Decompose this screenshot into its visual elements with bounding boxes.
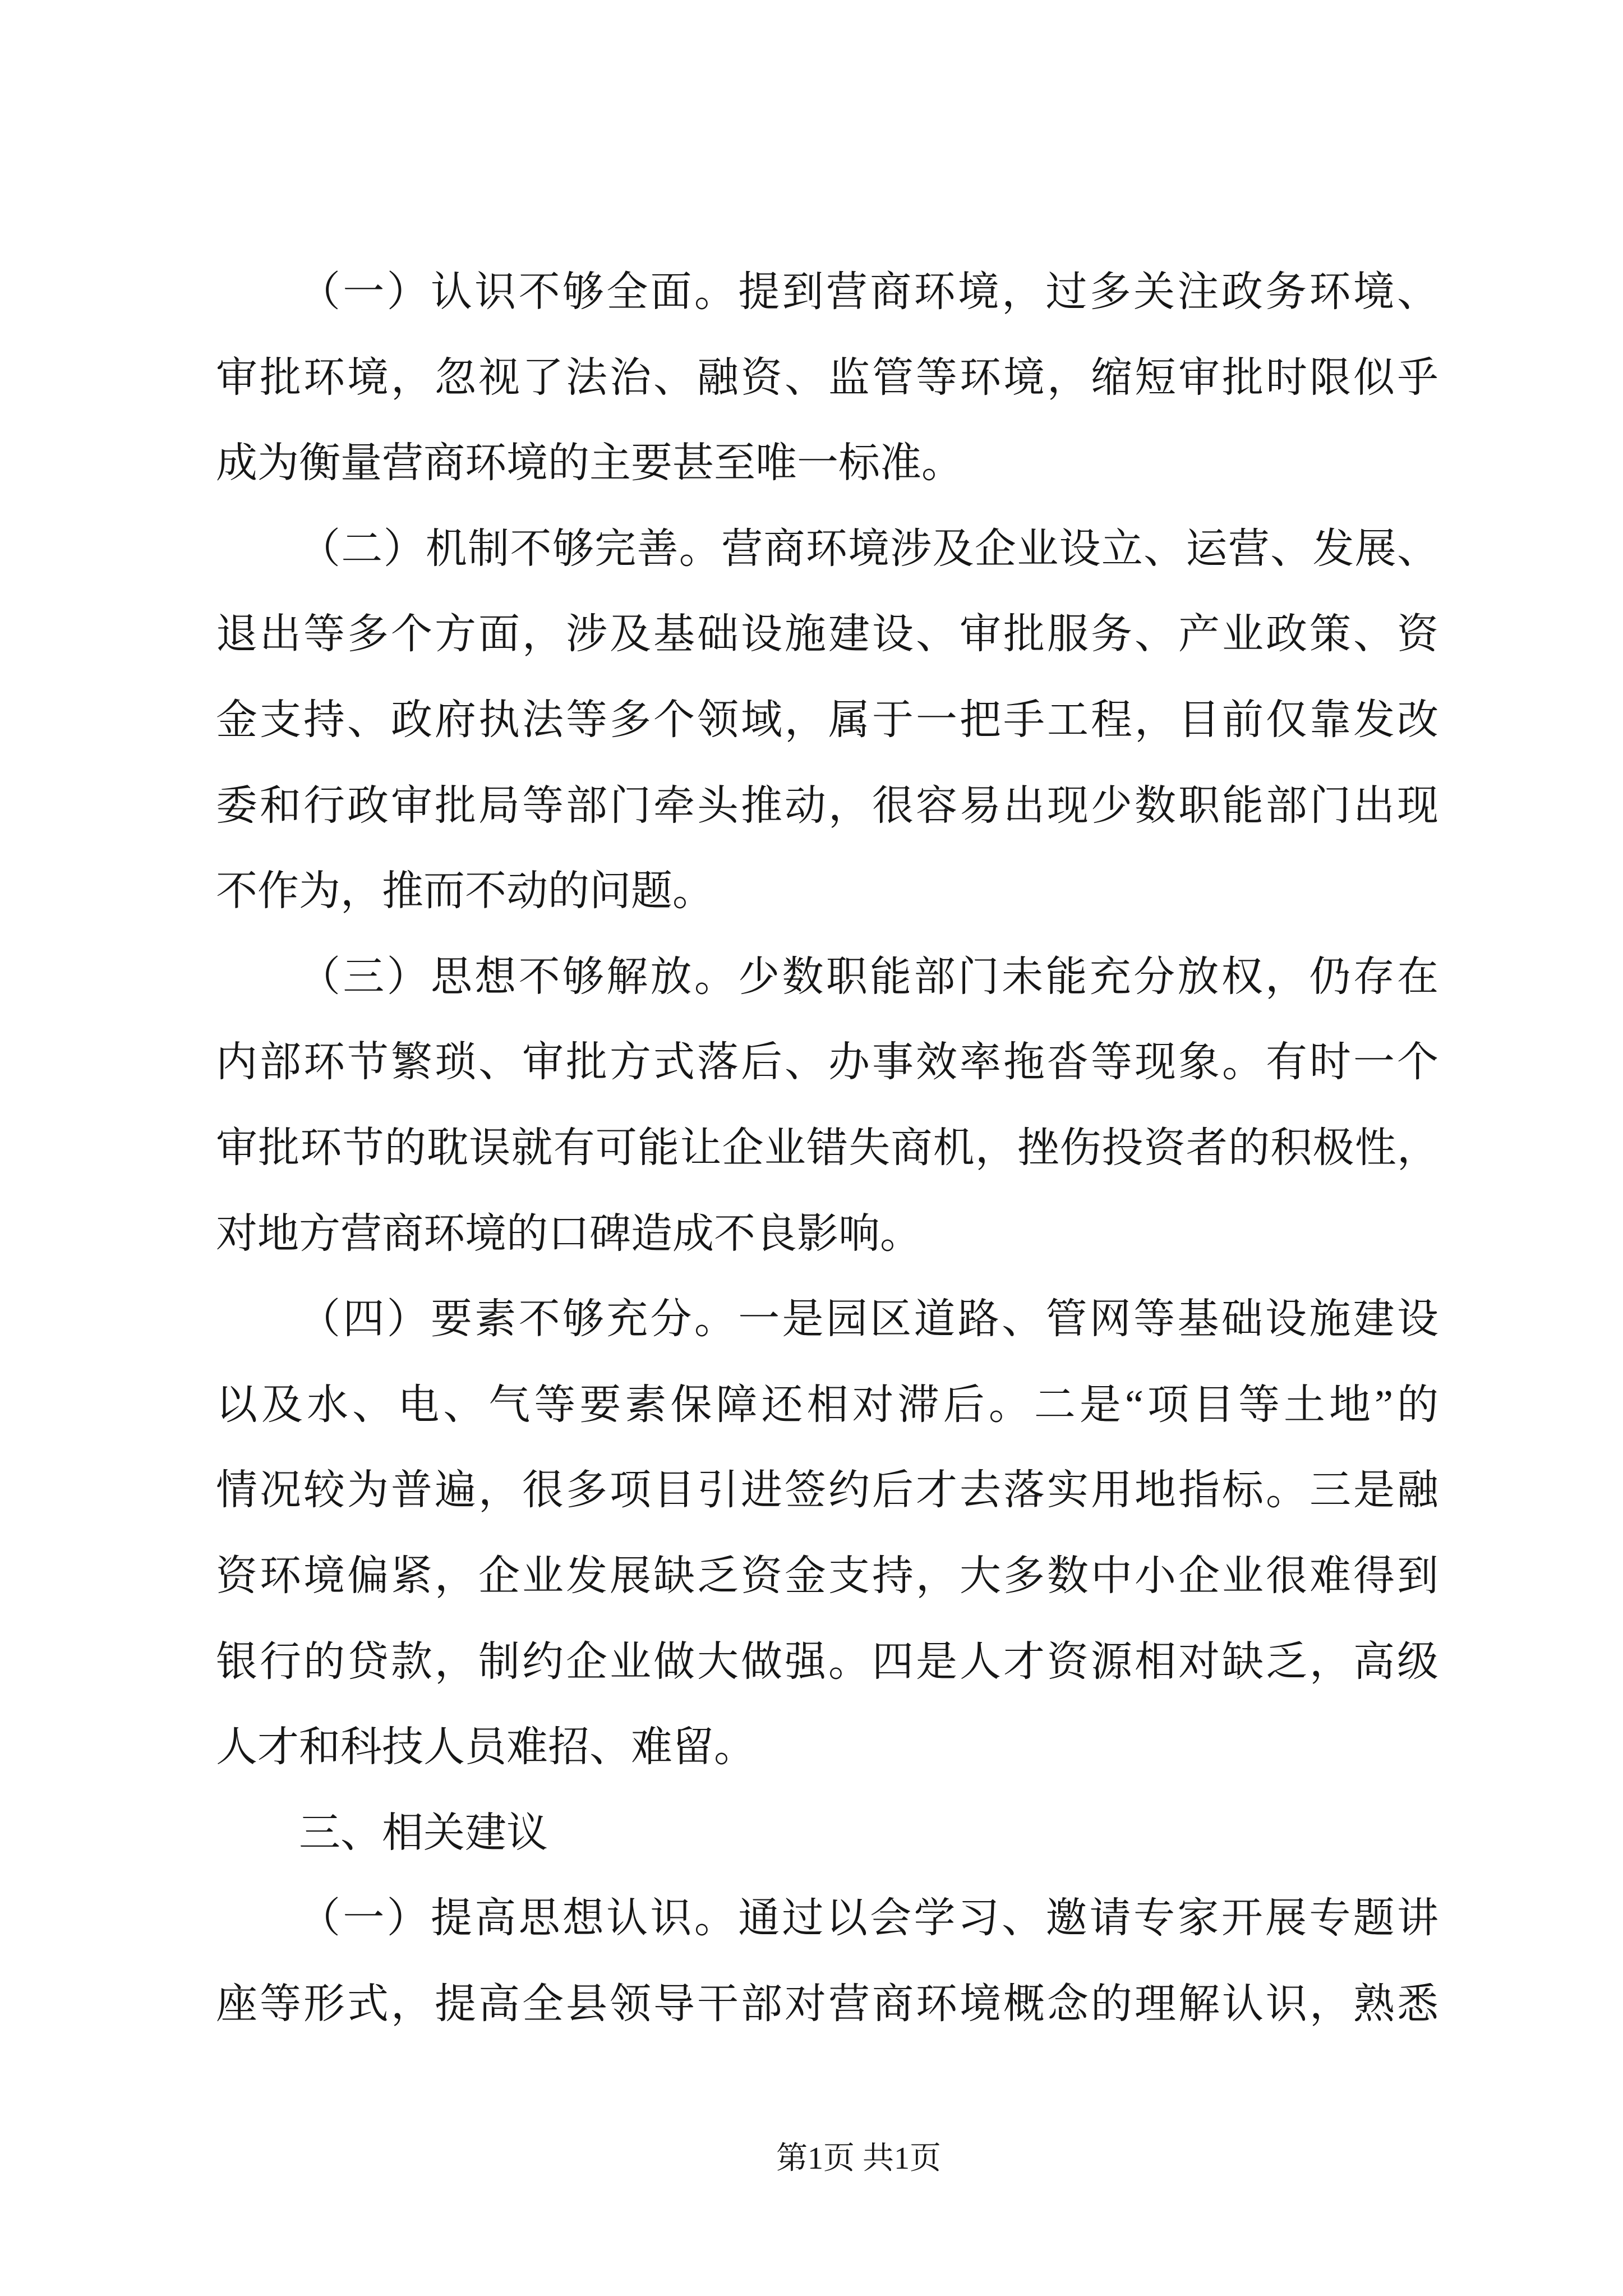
- paragraph-line: （四）要素不够充分。一是园区道路、管网等基础设施建设: [299, 1296, 1438, 1343]
- paragraph-line: （一）认识不够全面。提到营商环境，过多关注政务环境、: [299, 269, 1438, 315]
- section-heading-suggestions: [216, 1791, 1438, 1876]
- paragraph-line: 座等形式，提高全县领导干部对营商环境概念的理解认识，熟悉: [216, 1981, 1438, 2027]
- paragraph-incomplete-understanding: [216, 250, 1438, 507]
- paragraph-line: 内部环节繁琐、审批方式落后、办事效率拖沓等现象。有时一个: [216, 1039, 1438, 1086]
- paragraph-line: 委和行政审批局等部门牵头推动，很容易出现少数职能部门出现: [216, 783, 1438, 829]
- paragraph-thinking-not-liberated: [216, 935, 1438, 1277]
- page-number-label: 第1页 共1页: [776, 2141, 941, 2176]
- paragraph-raise-awareness: [216, 1876, 1438, 2047]
- paragraph-line: 退出等多个方面，涉及基础设施建设、审批服务、产业政策、资: [216, 611, 1438, 658]
- paragraph-line: 银行的贷款，制约企业做大做强。四是人才资源相对缺乏，高级: [216, 1639, 1438, 1685]
- document-body: [216, 250, 1438, 2047]
- paragraph-line: （一）提高思想认识。通过以会学习、邀请专家开展专题讲: [299, 1895, 1438, 1942]
- paragraph-line: 成为衡量营商环境的主要甚至唯一标准。: [216, 440, 963, 487]
- page-footer: [0, 2140, 1623, 2177]
- paragraph-line: 情况较为普遍，很多项目引进签约后才去落实用地指标。三是融: [216, 1467, 1438, 1514]
- paragraph-line: 不作为，推而不动的问题。: [216, 868, 714, 915]
- paragraph-line: 金支持、政府执法等多个领域，属于一把手工程，目前仅靠发改: [216, 697, 1438, 743]
- paragraph-line: 对地方营商环境的口碑造成不良影响。: [216, 1211, 921, 1257]
- paragraph-imperfect-mechanism: [216, 507, 1438, 935]
- paragraph-line: 审批环节的耽误就有可能让企业错失商机，挫伤投资者的积极性，: [216, 1125, 1438, 1171]
- section-heading: 三、相关建议: [299, 1810, 548, 1856]
- paragraph-line: 人才和科技人员难招、难留。: [216, 1724, 755, 1771]
- paragraph-line: 审批环境，忽视了法治、融资、监管等环境，缩短审批时限似乎: [216, 355, 1438, 401]
- paragraph-line: 资环境偏紧，企业发展缺乏资金支持，大多数中小企业很难得到: [216, 1553, 1438, 1599]
- paragraph-line: （二）机制不够完善。营商环境涉及企业设立、运营、发展、: [299, 526, 1438, 572]
- paragraph-line: （三）思想不够解放。少数职能部门未能充分放权，仍存在: [299, 954, 1438, 1000]
- paragraph-line: 以及水、电、气等要素保障还相对滞后。二是“项目等土地”的: [216, 1382, 1438, 1428]
- paragraph-insufficient-elements: [216, 1277, 1438, 1791]
